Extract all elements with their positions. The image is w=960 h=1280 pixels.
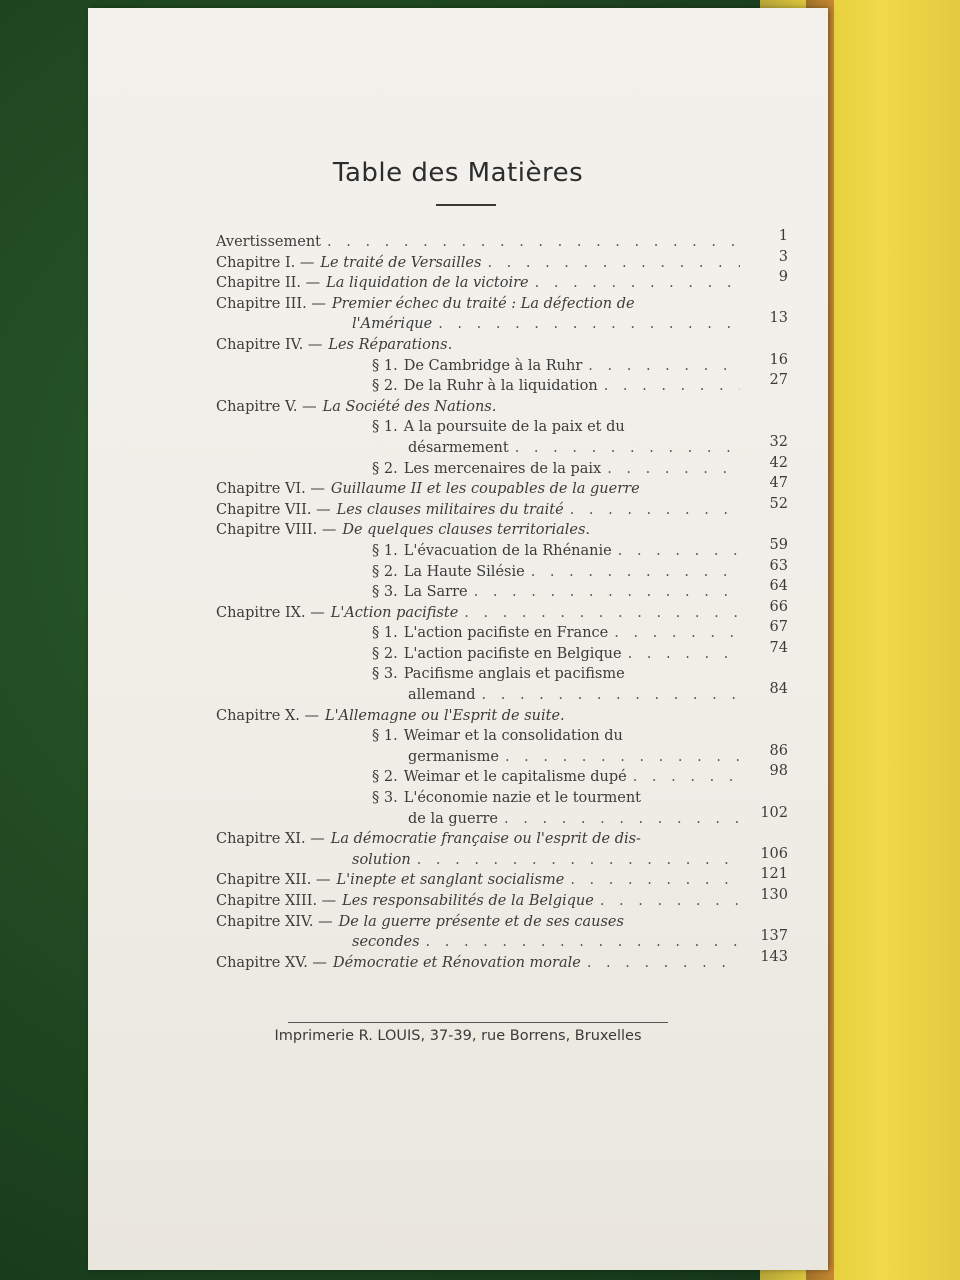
toc-entry (216, 681, 788, 706)
page-number: 32 (769, 433, 788, 450)
page-number: 42 (769, 454, 788, 471)
entry-title: Weimar et la consolidation du (403, 728, 623, 745)
dot-leader (474, 582, 740, 603)
section-number: § 2. (372, 645, 398, 662)
toc-entry-label (352, 850, 411, 871)
toc-entry (216, 335, 746, 356)
dot-leader (426, 932, 740, 953)
toc-entry-label (372, 582, 468, 603)
toc-entry-label (372, 376, 598, 397)
toc-entry (216, 639, 788, 665)
chapter-number: Chapitre XV. — (216, 954, 327, 971)
toc-entry-label (216, 335, 452, 356)
page-number: 3 (778, 248, 788, 265)
page-number: 86 (769, 742, 788, 759)
page-number: 98 (769, 763, 788, 780)
toc-entry-label (372, 356, 582, 377)
entry-title: désarmement (408, 439, 509, 456)
page-number: 1 (778, 228, 788, 244)
entry-title: L'inepte et sanglant socialisme (336, 872, 565, 889)
chapter-number: Chapitre III. — (216, 295, 326, 312)
toc-entry-label (216, 706, 565, 727)
page-number: 130 (760, 887, 788, 903)
toc-entry (216, 706, 746, 727)
toc-entry (216, 454, 788, 480)
entry-title: Les clauses militaires du traité (336, 501, 564, 518)
toc-entry (216, 912, 746, 933)
section-number: § 2. (372, 460, 398, 477)
toc-entry-label (216, 253, 481, 274)
toc-entry-label (216, 500, 564, 521)
entry-title: La Société des Nations. (322, 398, 497, 415)
toc-entry-label (372, 664, 625, 685)
chapter-number: Chapitre V. — (216, 398, 317, 415)
entry-title: solution (352, 851, 411, 868)
toc-entry-label (372, 726, 623, 747)
chapter-number: Chapitre IX. — (216, 604, 325, 621)
entry-title: De la Ruhr à la liquidation (403, 378, 598, 395)
book-page (88, 8, 828, 1270)
toc-entry (216, 495, 788, 521)
chapter-number: Chapitre X. — (216, 707, 319, 724)
toc-entry-label (216, 912, 624, 933)
toc-entry (216, 788, 746, 809)
dot-leader (614, 623, 740, 644)
chapter-number: Chapitre I. — (216, 254, 315, 271)
toc-entry-label (372, 788, 641, 809)
toc-entry (216, 372, 788, 397)
entry-title: La Haute Silésie (403, 563, 525, 580)
dot-leader (327, 232, 740, 253)
dot-leader (607, 459, 740, 480)
entry-title: L'évacuation de la Rhénanie (403, 542, 612, 559)
chapter-number: Chapitre II. — (216, 275, 321, 292)
entry-title: Les responsabilités de la Belgique (342, 893, 594, 909)
toc-entry-label (408, 438, 509, 459)
toc-entry-label (408, 747, 499, 768)
entry-title: allemand (408, 687, 476, 704)
toc-entry-label (352, 314, 432, 335)
entry-title: germanisme (408, 748, 499, 765)
section-number: § 1. (372, 542, 398, 559)
toc-entry (216, 269, 788, 294)
entry-title: L'Allemagne ou l'Esprit de suite. (325, 707, 565, 724)
toc-entry (216, 598, 788, 624)
entry-title: Guillaume II et les coupables de la guerre (330, 481, 640, 498)
toc-entry-label (408, 809, 498, 830)
dot-leader (535, 273, 740, 294)
toc-entry-label (216, 891, 594, 912)
toc-entry (216, 948, 788, 974)
entry-title: De Cambridge à la Ruhr (403, 357, 583, 374)
page-number: 137 (760, 928, 788, 945)
entry-title: Weimar et le capitalisme dupé (403, 769, 627, 786)
dot-leader (600, 891, 740, 912)
toc-entry-label (372, 562, 525, 583)
page-number: 121 (760, 866, 788, 883)
dot-leader (531, 562, 740, 583)
toc-entry (216, 397, 746, 418)
toc-entry (216, 742, 788, 768)
toc-entry-label (216, 829, 641, 850)
section-number: § 3. (372, 790, 398, 807)
toc-entry-label (216, 520, 590, 541)
section-number: § 1. (372, 357, 398, 374)
dot-leader (628, 644, 740, 665)
toc-entry-label (372, 541, 612, 562)
page-number: 84 (769, 681, 788, 698)
dot-leader (438, 314, 740, 335)
section-number: § 2. (372, 769, 398, 786)
toc-entry (216, 804, 788, 830)
toc-entry-label (352, 932, 420, 953)
page-number: 47 (769, 475, 788, 492)
toc-entry-label (216, 953, 581, 974)
page-number: 74 (769, 639, 788, 656)
toc-entry (216, 866, 788, 891)
toc-entry (216, 928, 788, 953)
toc-entry-label (216, 273, 529, 294)
toc-entry (216, 763, 788, 788)
chapter-number: Chapitre XII. — (216, 872, 331, 889)
toc-entry-label (372, 417, 625, 438)
page-number: 59 (769, 536, 788, 553)
page-number: 9 (778, 269, 788, 286)
imprint-rule (288, 1022, 668, 1023)
title-underline (436, 204, 496, 206)
page-title: Table des Matières (332, 158, 584, 188)
page-number: 64 (769, 578, 788, 595)
toc-entry-label (216, 603, 458, 624)
entry-title: Le traité de Versailles (320, 254, 482, 271)
entry-title: L'action pacifiste en France (403, 625, 609, 642)
toc-entry-label (372, 459, 601, 480)
entry-title: l'Amérique (352, 316, 433, 333)
page-number: 106 (760, 845, 788, 862)
toc-entry (216, 294, 746, 315)
chapter-number: Chapitre VI. — (216, 481, 325, 498)
page-number: 102 (760, 804, 788, 821)
dot-leader (417, 850, 740, 871)
toc-entry (216, 417, 746, 438)
entry-title: La Sarre (403, 584, 468, 601)
entry-title: secondes (352, 934, 420, 951)
toc-entry (216, 475, 788, 500)
entry-title: Démocratie et Rénovation morale (332, 954, 581, 971)
dot-leader (505, 747, 740, 768)
toc-entry (216, 310, 788, 335)
dot-leader (588, 356, 740, 377)
toc-entry (216, 829, 746, 850)
toc-entry (216, 557, 788, 583)
toc-entry (216, 887, 788, 912)
entry-title: La démocratie française ou l'esprit de dis- (330, 831, 641, 848)
dot-leader (604, 376, 740, 397)
dot-leader (570, 870, 740, 891)
page-number: 143 (760, 948, 788, 965)
page-number: 13 (769, 310, 788, 327)
toc-entry-label (372, 767, 627, 788)
dot-leader (515, 438, 740, 459)
toc-entry (216, 536, 788, 562)
entry-title: L'économie nazie et le tourment (403, 790, 642, 807)
toc-entry-label (372, 644, 622, 665)
page-number: 27 (769, 372, 788, 389)
entry-title: A la poursuite de la paix et du (403, 419, 625, 436)
toc-entry-label (216, 232, 321, 253)
section-number: § 2. (372, 563, 398, 580)
dot-leader (464, 603, 740, 624)
toc-entry (216, 578, 788, 603)
table-of-contents (216, 228, 788, 973)
toc-entry (216, 520, 746, 541)
page-number: 67 (769, 619, 788, 636)
section-number: § 3. (372, 584, 398, 601)
dot-leader (618, 541, 740, 562)
chapter-number: Chapitre IV. — (216, 336, 323, 353)
entry-title: Premier échec du traité : La défection de (331, 295, 635, 312)
entry-title: L'action pacifiste en Belgique (403, 645, 622, 662)
chapter-number: Chapitre XIII. — (216, 893, 337, 909)
page-number: 16 (769, 351, 788, 368)
toc-entry-label (216, 479, 640, 500)
toc-entry (216, 619, 788, 644)
toc-entry (216, 248, 788, 274)
toc-entry (216, 228, 788, 253)
toc-entry-label (408, 685, 476, 706)
chapter-number: Avertissement (216, 234, 322, 250)
page-number: 66 (769, 598, 788, 615)
section-number: § 1. (372, 419, 398, 436)
printer-imprint: Imprimerie R. LOUIS, 37-39, rue Borrens, Bruxelles (274, 1028, 642, 1044)
toc-entry (216, 726, 746, 747)
dot-leader (504, 809, 740, 830)
entry-title: Pacifisme anglais et pacifisme (403, 666, 625, 683)
toc-entry-label (372, 623, 608, 644)
entry-title: De la guerre présente et de ses causes (338, 913, 624, 930)
section-number: § 2. (372, 378, 398, 395)
entry-title: La liquidation de la victoire (326, 275, 529, 292)
section-number: § 3. (372, 666, 398, 683)
entry-title: De quelques clauses territoriales. (342, 522, 590, 539)
section-number: § 1. (372, 728, 398, 745)
dot-leader (587, 953, 740, 974)
dot-leader (633, 767, 740, 788)
chapter-number: Chapitre XIV. — (216, 913, 333, 930)
toc-entry (216, 351, 788, 377)
toc-entry-label (216, 397, 496, 418)
toc-entry-label (216, 870, 564, 891)
dot-leader (482, 685, 740, 706)
dot-leader (570, 500, 740, 521)
chapter-number: Chapitre VIII. — (216, 522, 337, 539)
page-number: 63 (769, 557, 788, 574)
section-number: § 1. (372, 625, 398, 642)
dot-leader (487, 253, 740, 274)
entry-title: Les Réparations. (328, 336, 453, 353)
entry-title: de la guerre (408, 810, 499, 827)
toc-entry (216, 433, 788, 459)
entry-title: L'Action pacifiste (330, 604, 459, 621)
toc-entry (216, 664, 746, 685)
page-number: 52 (769, 495, 788, 512)
entry-title: Les mercenaires de la paix (403, 460, 602, 477)
chapter-number: Chapitre XI. — (216, 831, 325, 848)
chapter-number: Chapitre VII. — (216, 501, 331, 518)
toc-entry (216, 845, 788, 871)
toc-entry-label (216, 294, 635, 315)
